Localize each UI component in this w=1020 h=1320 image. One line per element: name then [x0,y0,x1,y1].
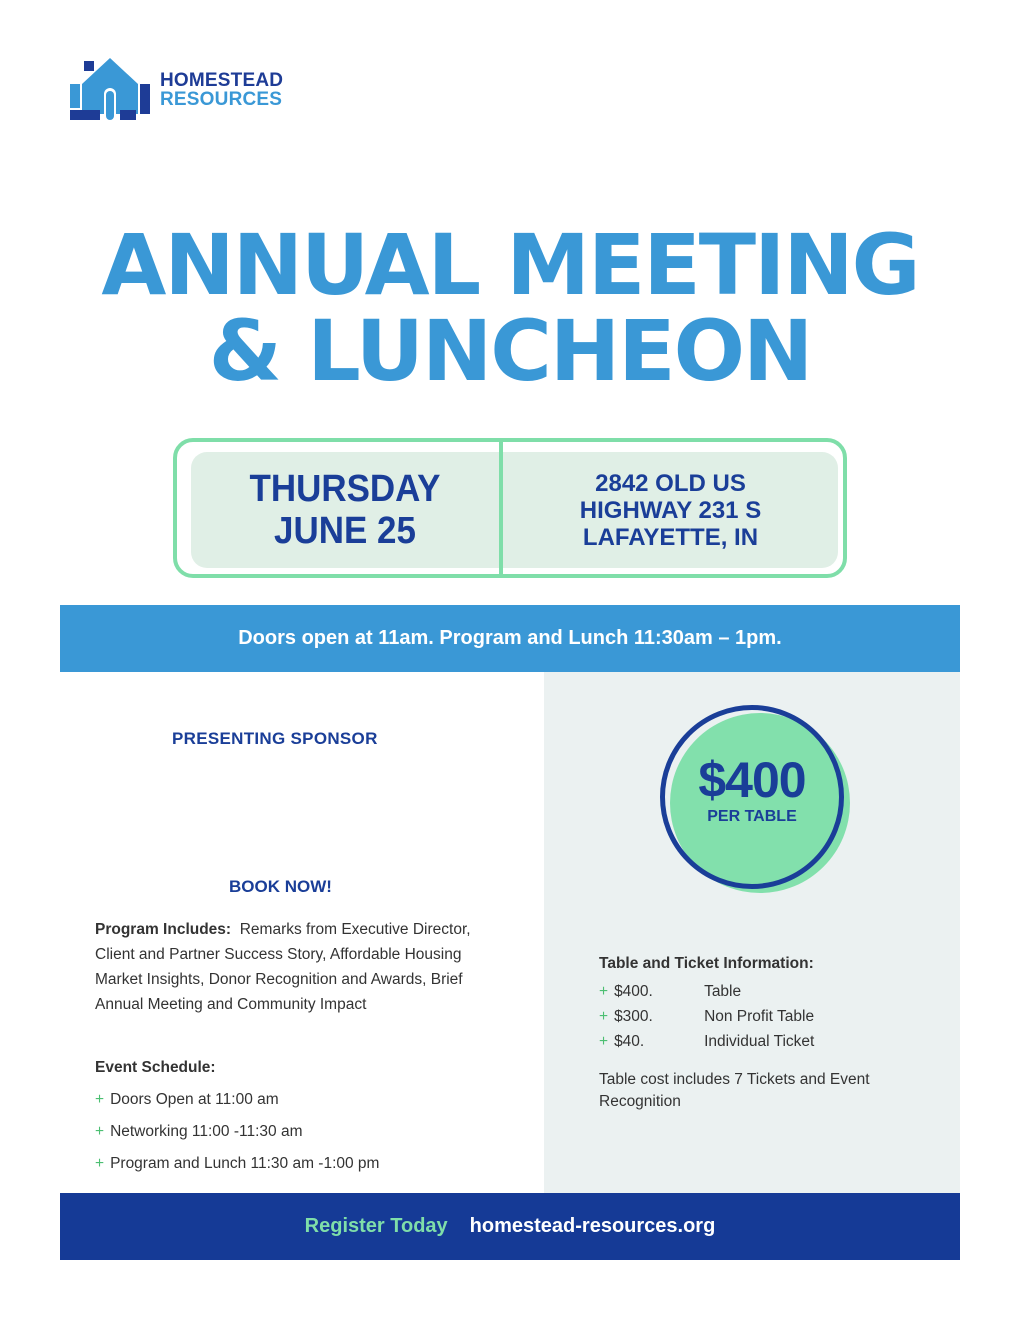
program-label: Program Includes: [95,921,232,938]
event-date [203,452,486,568]
ticket-note: Table cost includes 7 Tickets and Event Recognition [599,1071,870,1110]
event-day: THURSDAY [249,468,441,510]
register-today-label: Register Today [304,1215,448,1237]
plus-icon: + [95,1155,105,1172]
ticket-list [599,979,814,1054]
event-address [503,452,838,568]
plus-icon: + [599,1008,609,1025]
event-date-value: JUNE 25 [274,510,416,552]
house-logo-icon [70,58,150,122]
website-link[interactable]: homestead-resources.org [469,1215,716,1237]
presenting-sponsor-label: PRESENTING SPONSOR [172,729,378,748]
ticket-label: Non Profit Table [704,1008,815,1025]
ticket-price: $40. [614,1033,645,1050]
schedule-item-text: Doors Open at 11:00 am [110,1091,279,1108]
doors-open-banner [60,605,960,672]
schedule-item [95,1153,379,1185]
schedule-item-text: Networking 11:00 -11:30 am [110,1123,303,1140]
price-unit: PER TABLE [707,808,797,825]
schedule-item [95,1089,379,1121]
homestead-logo [70,58,283,122]
doors-open-text: Doors open at 11am. Program and Lunch 11:30am – 1pm. [238,627,782,649]
title-line-1: ANNUAL MEETING [101,216,919,314]
plus-icon: + [599,983,609,1000]
price-badge [660,705,855,895]
address-line: LAFAYETTE, IN [582,523,759,551]
logo-wordmark [160,71,283,109]
logo-line-2: RESOURCES [160,89,283,110]
ticket-label: Individual Ticket [704,1033,815,1050]
book-now-heading: BOOK NOW! [229,877,332,896]
ticket-item [599,1029,814,1054]
program-includes [95,917,495,1017]
schedule-heading: Event Schedule: [95,1059,216,1076]
event-title [0,216,1020,400]
address-line: 2842 OLD US [595,469,746,497]
ticket-item [599,1004,814,1029]
schedule-item-text: Program and Lunch 11:30 am -1:00 pm [110,1155,380,1172]
ticket-price: $400. [614,983,653,1000]
plus-icon: + [95,1123,105,1140]
register-footer [60,1193,960,1260]
program-text: Remarks from Executive Director, Client and Partner Success Story, Affordable Housing Market Insights, Donor Recognition and Awards, Brief Annual Meeting and Community Impact [95,921,471,1013]
address-line: HIGHWAY 231 S [579,496,762,524]
ticket-heading: Table and Ticket Information: [599,955,814,972]
schedule-list [95,1089,379,1185]
logo-line-1: HOMESTEAD [160,70,284,91]
plus-icon: + [95,1091,105,1108]
date-location-box [173,438,847,578]
price-amount: $400 [698,752,806,808]
schedule-item [95,1121,379,1153]
ticket-label: Table [704,983,742,1000]
title-line-2: & LUNCHEON [208,302,812,400]
plus-icon: + [599,1033,609,1050]
ticket-item [599,979,814,1004]
ticket-price: $300. [614,1008,653,1025]
